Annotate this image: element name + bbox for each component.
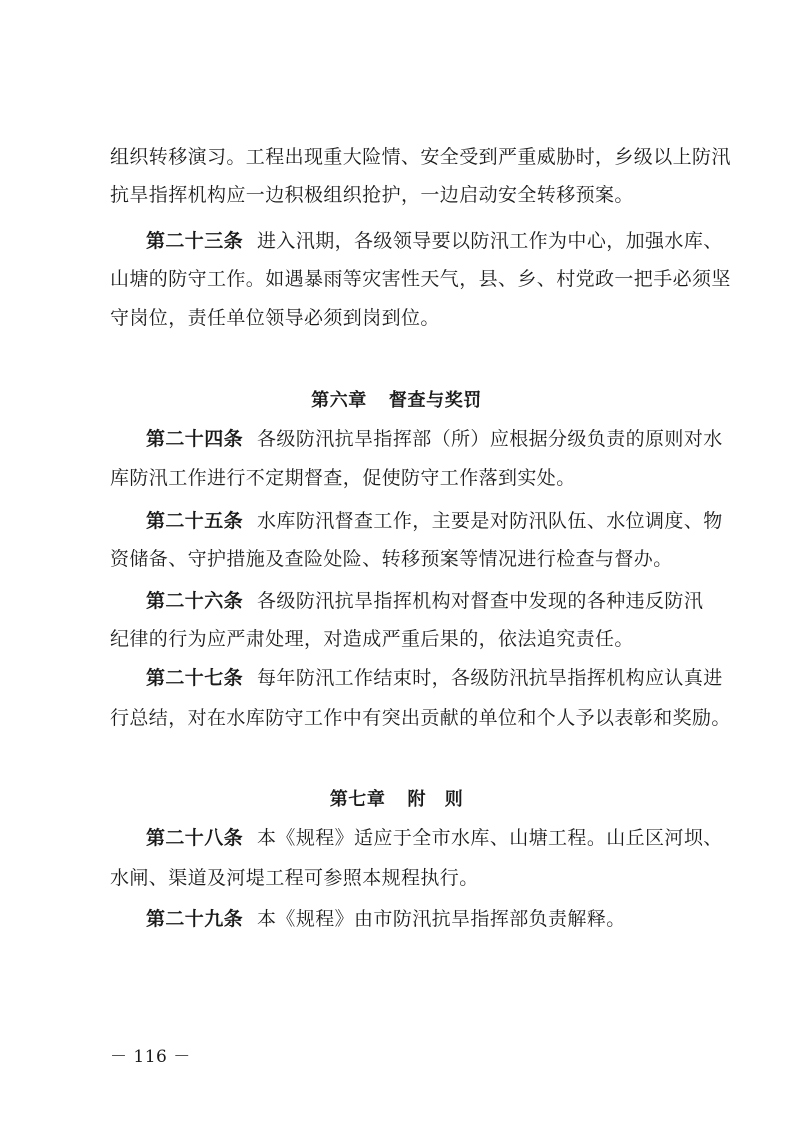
chapter-title: 附 则 [407, 789, 464, 810]
article-23 [146, 229, 723, 253]
article-text: 各级防汛抗旱指挥部（所）应根据分级负责的原则对水 [257, 428, 723, 450]
paragraph-line: 组织转移演习。工程出现重大险情、安全受到严重威胁时，乡级以上防汛 [110, 146, 731, 168]
chapter-heading [0, 389, 793, 413]
paragraph-line: 库防汛工作进行不定期督查，促使防守工作落到实处。 [110, 467, 576, 489]
chapter-title: 督查与奖罚 [388, 390, 482, 411]
article-label: 第二十四条 [146, 428, 244, 450]
paragraph-line: 纪律的行为应严肃处理，对造成严重后果的，依法追究责任。 [110, 628, 634, 650]
article-26 [146, 589, 704, 613]
chapter-number: 第七章 [329, 789, 386, 810]
article-25 [146, 509, 723, 533]
article-label: 第二十九条 [146, 908, 244, 930]
article-text: 本《规程》由市防汛抗旱指挥部负责解释。 [257, 908, 626, 930]
article-28 [146, 826, 723, 850]
article-label: 第二十三条 [146, 230, 244, 252]
article-text: 本《规程》适应于全市水库、山塘工程。山丘区河坝、 [257, 827, 723, 849]
article-text: 各级防汛抗旱指挥机构对督查中发现的各种违反防汛 [257, 590, 704, 612]
article-label: 第二十六条 [146, 590, 244, 612]
article-text: 每年防汛工作结束时，各级防汛抗旱指挥机构应认真进 [257, 667, 723, 689]
article-text: 水库防汛督查工作，主要是对防汛队伍、水位调度、物 [257, 510, 723, 532]
article-29 [146, 907, 696, 931]
paragraph-line: 资储备、守护措施及查险处险、转移预案等情况进行检查与督办。 [110, 548, 673, 570]
article-24 [146, 427, 723, 451]
article-label: 第二十五条 [146, 510, 244, 532]
paragraph-line: 守岗位，责任单位领导必须到岗到位。 [110, 307, 440, 329]
article-text: 进入汛期，各级领导要以防汛工作为中心，加强水库、 [257, 230, 723, 252]
paragraph-line: 水闸、渠道及河堤工程可参照本规程执行。 [110, 867, 479, 889]
paragraph-line: 抗旱指挥机构应一边积极组织抢护，一边启动安全转移预案。 [110, 184, 634, 206]
article-label: 第二十七条 [146, 667, 244, 689]
paragraph-line: 山塘的防守工作。如遇暴雨等灾害性天气，县、乡、村党政一把手必须坚 [110, 268, 731, 290]
paragraph-line: 行总结，对在水库防守工作中有突出贡献的单位和个人予以表彰和奖励。 [110, 707, 731, 729]
chapter-heading [0, 788, 793, 812]
chapter-number: 第六章 [311, 390, 367, 411]
article-label: 第二十八条 [146, 827, 244, 849]
article-27 [146, 666, 723, 690]
page-number: － 116 － [110, 1047, 191, 1067]
